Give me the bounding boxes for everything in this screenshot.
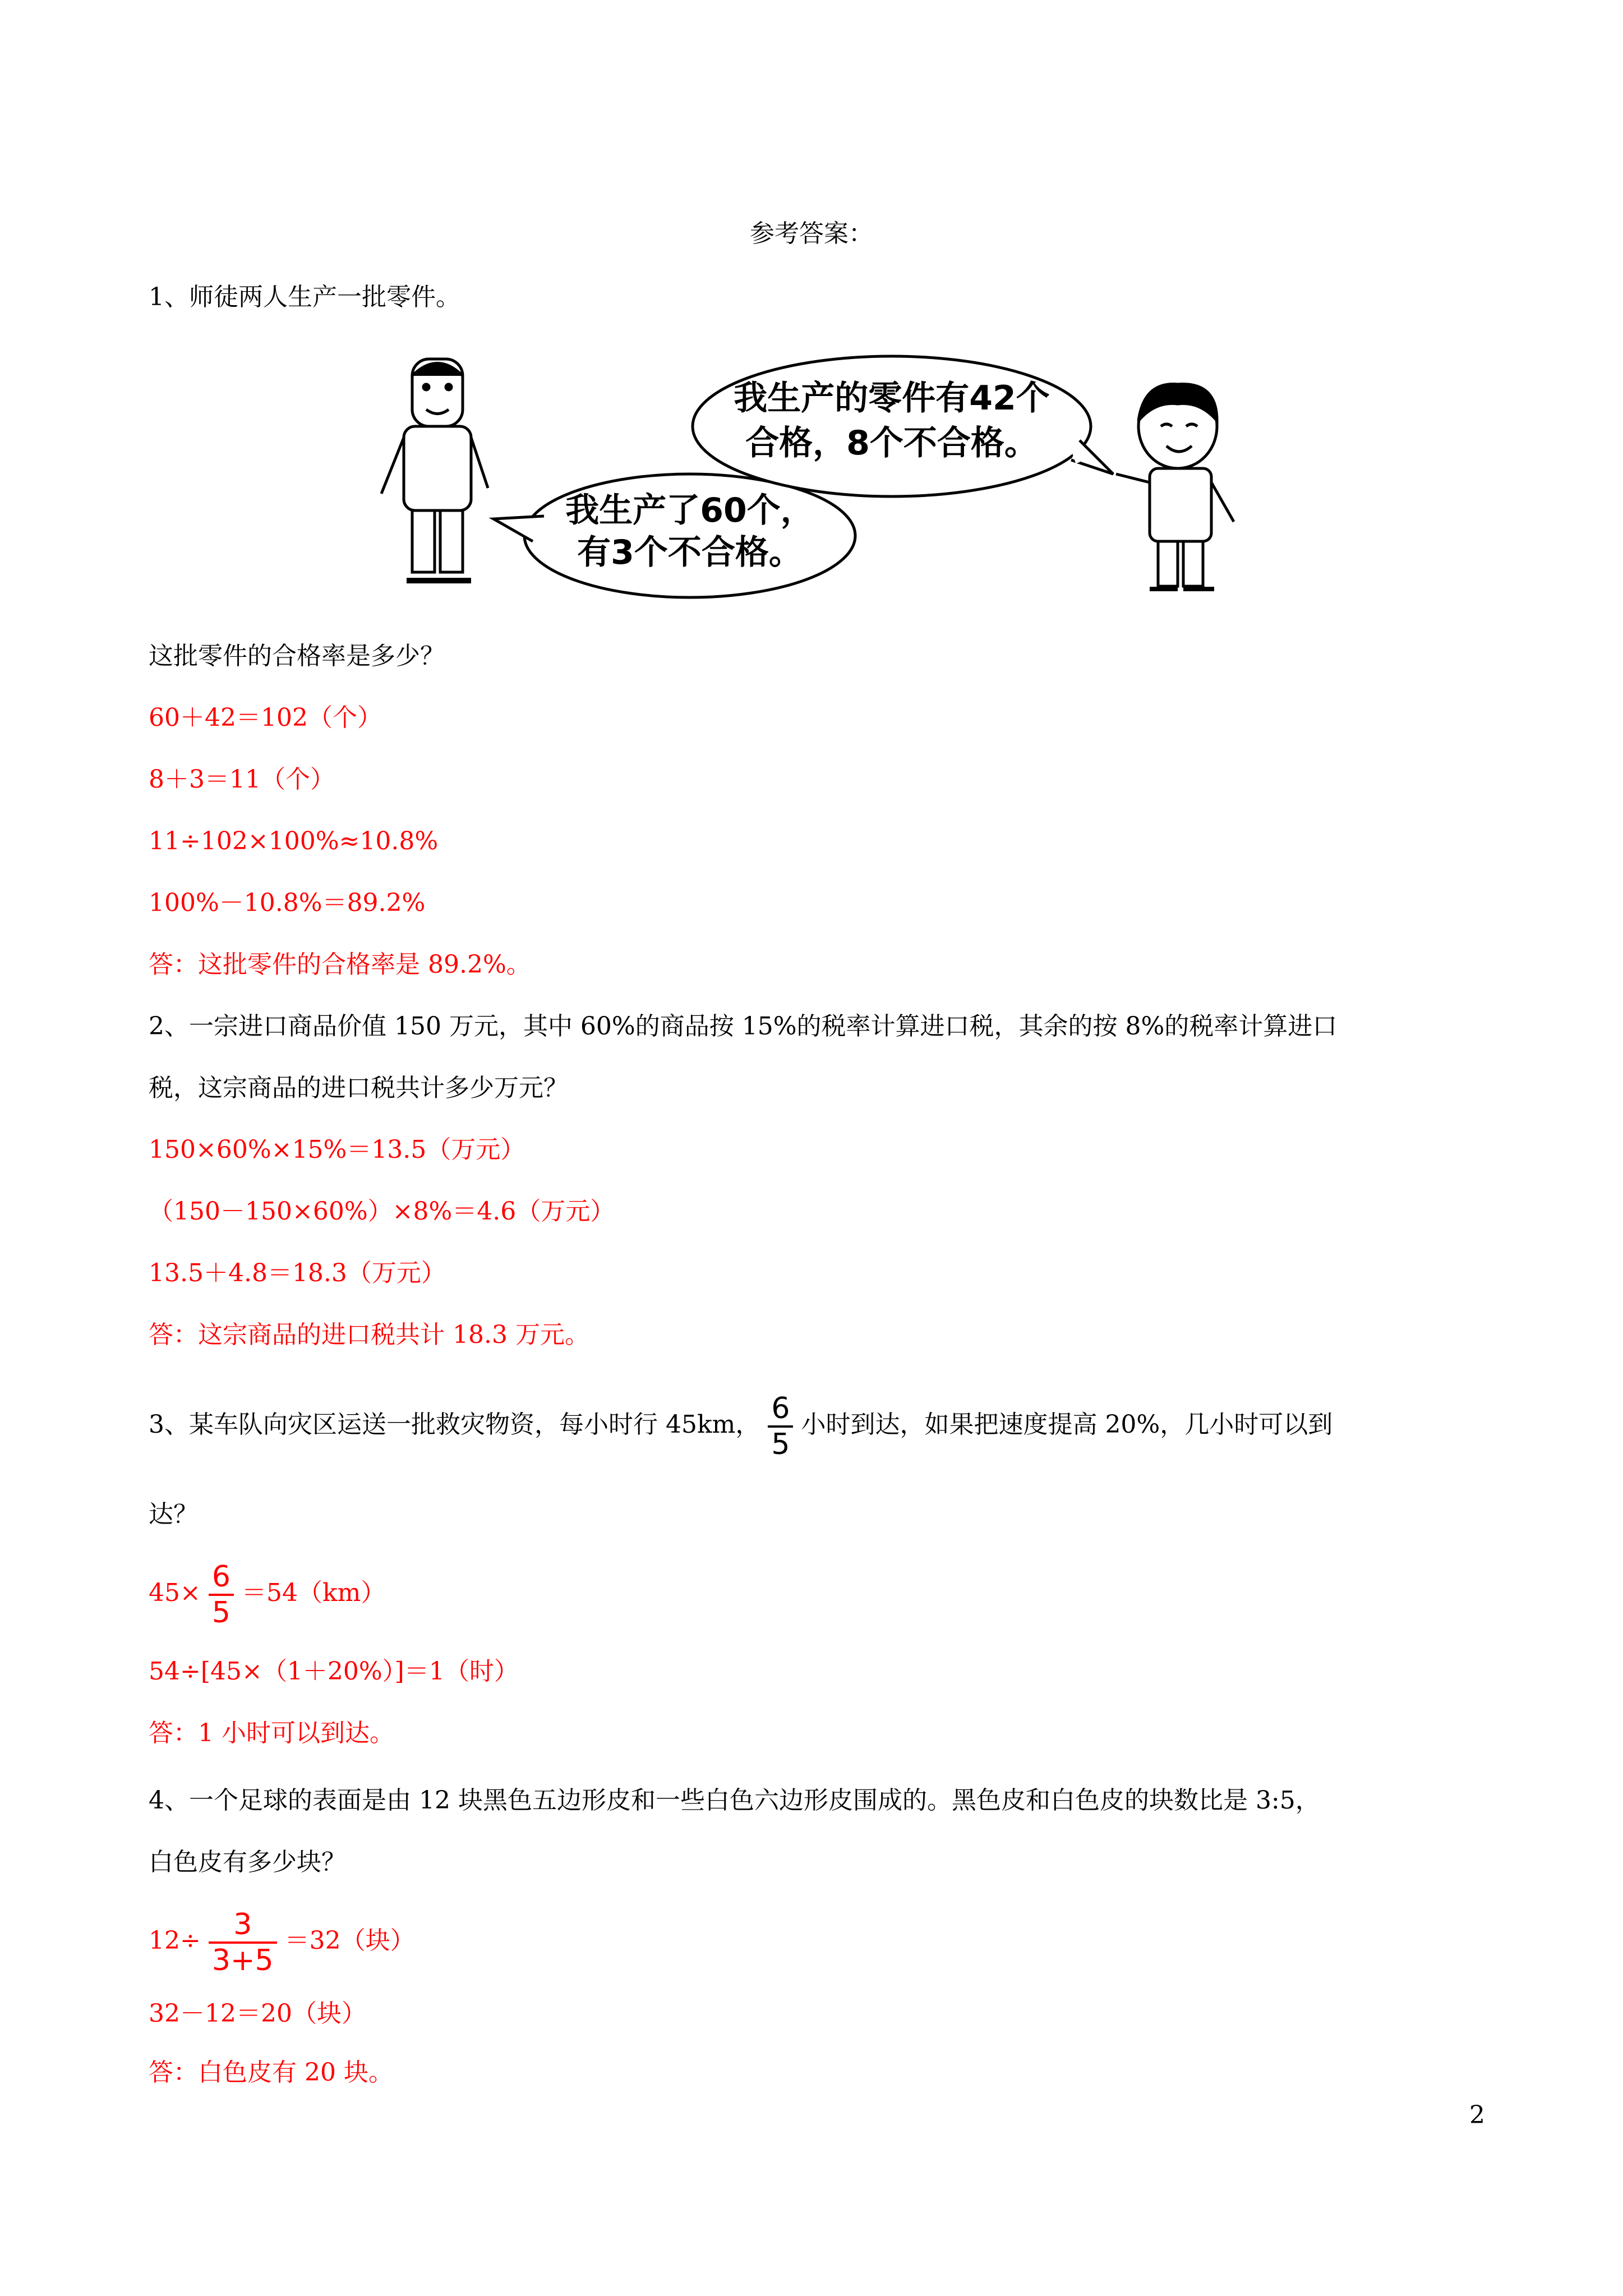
q1-step-2: 8＋3＝11（个） [149, 765, 335, 794]
page-number: 2 [1469, 2101, 1485, 2129]
q4-prompt-line1: 4、一个足球的表面是由 12 块黑色五边形皮和一些白色六边形皮围成的。黑色皮和白色皮的块数比是 3:5， [149, 1786, 1320, 1815]
q4-step-1 [149, 1902, 415, 1980]
q3-prompt-before: 3、某车队向灾区运送一批救灾物资，每小时行 45km， [149, 1410, 760, 1439]
q1-prompt: 1、师徒两人生产一批零件。 [149, 283, 460, 311]
q4-step1-num: 3 [233, 1907, 252, 1941]
page-title: 参考答案： [750, 219, 873, 248]
q3-prompt-line1 [149, 1386, 1332, 1464]
bubble-right-line2: 合格，8个不合格。 [745, 424, 1038, 463]
q4-prompt-line2: 白色皮有多少块？ [149, 1848, 346, 1876]
q2-step-3: 13.5＋4.8＝18.3（万元） [149, 1259, 446, 1287]
q3-prompt-line2: 达？ [149, 1500, 198, 1529]
q3-step-1 [149, 1554, 385, 1632]
bubble-left-line1: 我生产了60个， [565, 491, 814, 530]
q1-step-4: 100%－10.8%＝89.2% [149, 889, 426, 917]
bubble-left-line2: 有3个不合格。 [577, 533, 803, 572]
q2-answer: 答：这宗商品的进口税共计 18.3 万元。 [149, 1320, 589, 1349]
q3-step1-before: 45× [149, 1579, 201, 1607]
q4-step1-after: ＝32（块） [284, 1926, 415, 1955]
q3-frac-num: 6 [771, 1391, 790, 1425]
q3-answer: 答：1 小时可以到达。 [149, 1719, 394, 1747]
dialogue-illustration [359, 348, 1267, 600]
q4-step1-den: 3+5 [209, 1941, 277, 1977]
q1-answer: 答：这批零件的合格率是 89.2%。 [149, 950, 531, 979]
bubble-right-line1: 我生产的零件有42个 [734, 379, 1050, 418]
q4-step1-before: 12÷ [149, 1926, 201, 1955]
apprentice-figure [1116, 384, 1234, 589]
q3-step-2: 54÷[45×（1＋20%）]＝1（时） [149, 1657, 519, 1686]
q4-step-2: 32－12＝20（块） [149, 1999, 366, 2028]
master-figure [381, 359, 488, 581]
q3-prompt-after: 小时到达，如果把速度提高 20%，几小时可以到 [801, 1410, 1333, 1439]
q3-frac-den: 5 [768, 1425, 793, 1461]
q3-step1-fraction [209, 1560, 234, 1630]
q2-prompt-line1: 2、一宗进口商品价值 150 万元，其中 60%的商品按 15%的税率计算进口税，其余的按 8%的税率计算进口 [149, 1012, 1338, 1041]
q1-step-3: 11÷102×100%≈10.8% [149, 827, 439, 855]
q2-step-2: （150－150×60%）×8%＝4.6（万元） [149, 1197, 615, 1226]
q4-step1-fraction [209, 1908, 277, 1977]
q3-step1-den: 5 [209, 1594, 234, 1630]
q2-step-1: 150×60%×15%＝13.5（万元） [149, 1135, 525, 1164]
q3-step1-num: 6 [211, 1559, 230, 1594]
q1-question: 这批零件的合格率是多少？ [149, 642, 445, 670]
q2-prompt-line2: 税，这宗商品的进口税共计多少万元？ [149, 1074, 568, 1102]
q4-answer: 答：白色皮有 20 块。 [149, 2058, 393, 2087]
q3-step1-after: ＝54（km） [241, 1579, 386, 1607]
q1-step-1: 60＋42＝102（个） [149, 703, 382, 732]
q3-fraction [768, 1392, 793, 1461]
